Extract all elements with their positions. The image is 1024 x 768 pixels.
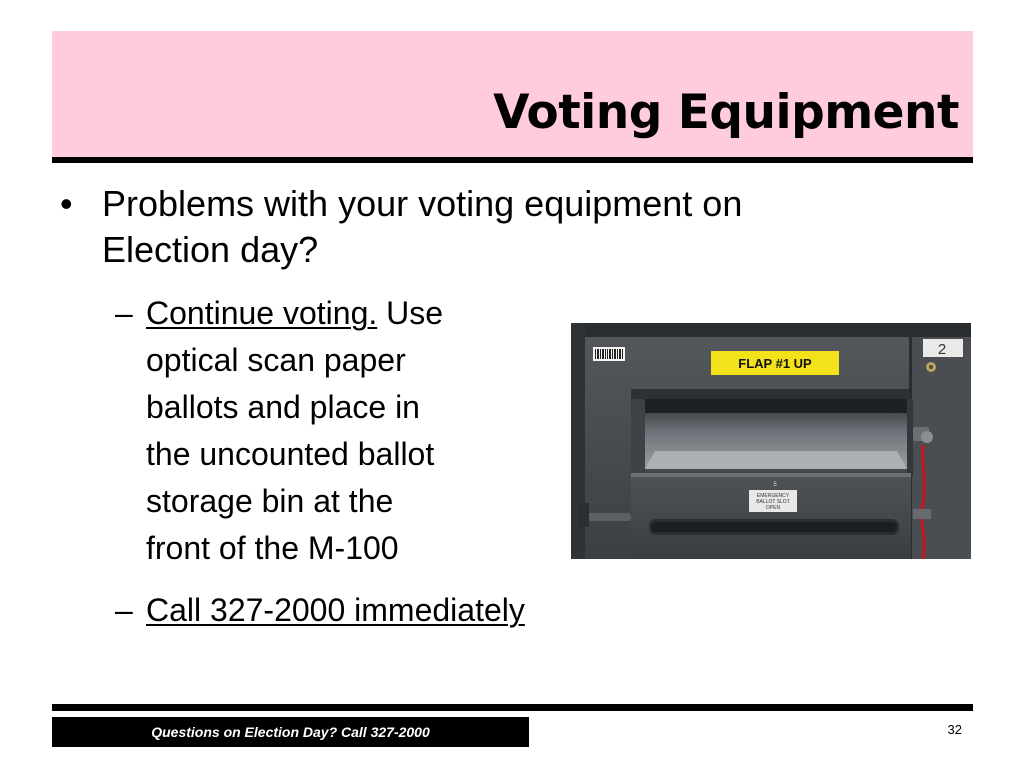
flap-label-text: FLAP #1 UP [738,356,812,371]
voting-machine-photo [571,323,971,559]
emergency-label-line: OPEN [765,505,781,511]
sub-item-call [115,587,675,634]
sub-item-line: front of the M-100 [146,530,399,566]
bin-door [631,473,911,559]
bullet-marker: • [60,183,73,224]
continue-voting-emphasis: Continue voting. [146,295,378,331]
sub-item-line: the uncounted ballot [146,436,435,472]
title-divider [52,157,973,163]
bullet-text-line-2: Election day? [102,229,319,270]
sub-item-dash: – [115,295,133,331]
bin-number-text: 2 [937,341,947,358]
bullet-text-line-1: Problems with your voting equipment on [102,183,743,224]
voting-machine-illustration [571,323,971,559]
sub-item-dash: – [115,592,133,628]
door-number-text: 5 [773,482,777,488]
slide-title: Voting Equipment [493,85,959,140]
sub-item-line: storage bin at the [146,483,394,519]
emergency-label-line: EMERGENCY [756,493,790,499]
bullet-item [60,181,890,273]
footer-banner [52,717,529,747]
bullet-text [102,181,890,273]
page-number: 32 [947,722,962,737]
sub-item-text-use: Use [377,295,444,331]
sub-item-text [146,290,535,572]
title-band [52,31,973,157]
sub-item-text [146,587,675,634]
footer-divider [52,704,973,711]
emergency-label-line: BALLOT SLOT [756,499,790,505]
call-number-emphasis: Call 327-2000 immediately [146,592,525,628]
sub-item-line: optical scan paper [146,342,406,378]
sub-item-line: ballots and place in [146,389,420,425]
footer-text: Questions on Election Day? Call 327-2000 [151,724,430,740]
sub-item-continue-voting [115,290,535,572]
